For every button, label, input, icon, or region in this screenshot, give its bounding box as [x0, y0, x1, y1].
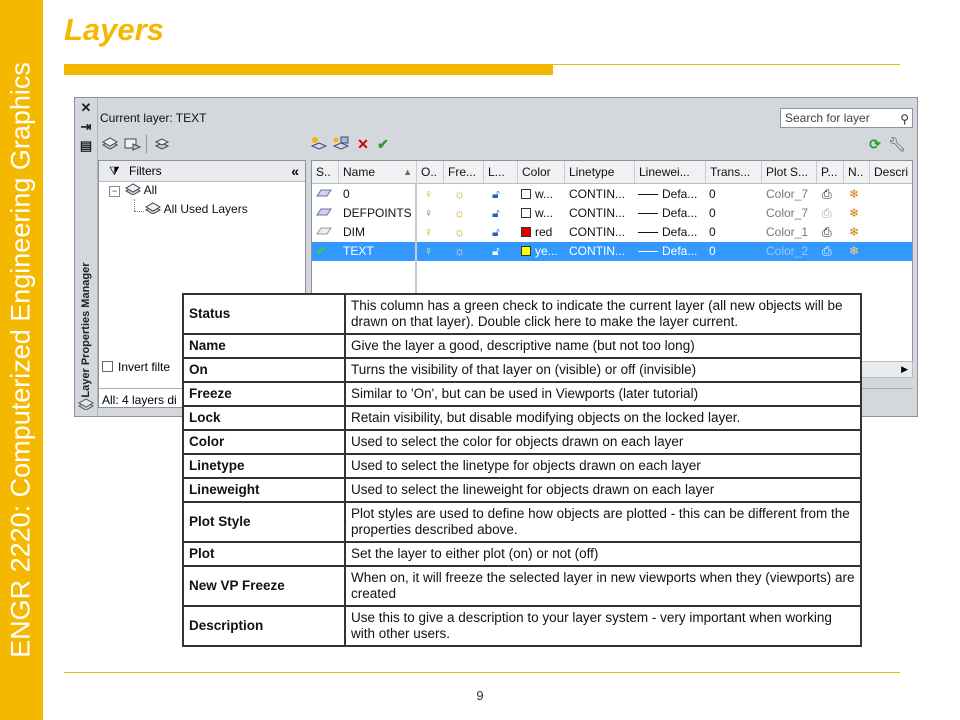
- col-lineweight[interactable]: Linewei...: [635, 161, 706, 183]
- scroll-right-icon[interactable]: ▶: [901, 364, 908, 374]
- tree-item-all[interactable]: [125, 183, 157, 197]
- description-text: Use this to give a description to your layer system - very important when working with other users.: [345, 606, 861, 646]
- lightbulb-on-icon[interactable]: ♀: [424, 244, 433, 258]
- description-term: Color: [183, 430, 345, 454]
- description-row: [183, 294, 861, 334]
- description-row: [183, 502, 861, 542]
- color-swatch: [521, 246, 531, 256]
- description-text: When on, it will freeze the selected layer in new viewports when they (viewports) are created: [345, 566, 861, 606]
- layer-lineweight[interactable]: Defa...: [638, 204, 706, 223]
- search-layer-input[interactable]: [780, 108, 913, 128]
- sun-thawed-icon[interactable]: ☼: [454, 225, 465, 239]
- col-new-vp-freeze[interactable]: N..: [844, 161, 870, 183]
- layer-linetype[interactable]: CONTIN...: [569, 187, 625, 201]
- description-row: [183, 566, 861, 606]
- col-freeze[interactable]: Fre...: [444, 161, 484, 183]
- col-color[interactable]: Color: [518, 161, 565, 183]
- tree-connector: [134, 211, 144, 213]
- tree-collapse-icon[interactable]: −: [109, 186, 120, 197]
- unlocked-icon[interactable]: 🔓︎: [492, 206, 500, 220]
- status-text: All: 4 layers di: [102, 393, 177, 407]
- description-text: Used to select the linetype for objects drawn on each layer: [345, 454, 861, 478]
- description-term: On: [183, 358, 345, 382]
- tree-connector: [134, 199, 136, 211]
- description-term: Plot: [183, 542, 345, 566]
- current-layer-label: Current layer: TEXT: [100, 111, 207, 125]
- new-layer-vp-frozen-icon[interactable]: [332, 135, 350, 153]
- description-term: Freeze: [183, 382, 345, 406]
- layer-name[interactable]: TEXT: [343, 244, 374, 258]
- description-term: Lock: [183, 406, 345, 430]
- layer-color[interactable]: w...: [521, 185, 565, 204]
- description-text: Set the layer to either plot (on) or not (off): [345, 542, 861, 566]
- lineweight-sample: [638, 251, 658, 252]
- layer-plot-style: Color_7: [766, 206, 809, 220]
- description-text: Similar to 'On', but can be used in Viewports (later tutorial): [345, 382, 861, 406]
- printer-icon[interactable]: ⎙: [822, 187, 832, 201]
- col-linetype[interactable]: Linetype: [565, 161, 635, 183]
- lightbulb-on-icon[interactable]: ♀: [424, 187, 433, 201]
- filter-funnel-icon: ⧩: [109, 164, 120, 178]
- unlocked-icon[interactable]: 🔓︎: [492, 225, 500, 239]
- layer-lineweight[interactable]: Defa...: [638, 242, 706, 261]
- col-status[interactable]: S..: [312, 161, 339, 183]
- footer-rule: [64, 672, 900, 673]
- checkbox-box[interactable]: [102, 361, 113, 372]
- tree-item-all-used-layers[interactable]: [145, 202, 248, 216]
- description-row: [183, 334, 861, 358]
- vp-freeze-icon[interactable]: ❄︎: [849, 206, 860, 220]
- description-row: [183, 358, 861, 382]
- layer-color[interactable]: ye...: [521, 242, 565, 261]
- description-row: [183, 478, 861, 502]
- description-text: Turns the visibility of that layer on (visible) or off (invisible): [345, 358, 861, 382]
- printer-disabled-icon[interactable]: ⎙: [822, 206, 832, 220]
- sun-thawed-icon[interactable]: ☼: [454, 244, 465, 258]
- search-icon: ⚲: [900, 112, 909, 126]
- layers-icon: [125, 183, 141, 195]
- lightbulb-on-icon[interactable]: ♀: [424, 206, 433, 220]
- layer-plot-style: Color_1: [766, 225, 809, 239]
- layer-toolbar: [98, 133, 913, 155]
- description-term: Lineweight: [183, 478, 345, 502]
- col-transparency[interactable]: Trans...: [706, 161, 762, 183]
- vp-freeze-icon[interactable]: ❄︎: [849, 244, 860, 258]
- settings-wrench-icon[interactable]: 🔧︎: [888, 136, 906, 152]
- new-property-filter-icon[interactable]: [101, 135, 119, 153]
- layer-row[interactable]: [312, 223, 912, 242]
- tree-item-label: All: [143, 183, 158, 197]
- lineweight-sample: [638, 232, 658, 233]
- tree-item-label: All Used Layers: [163, 202, 248, 216]
- description-text: Used to select the color for objects drawn on each layer: [345, 430, 861, 454]
- layer-states-manager-icon[interactable]: [153, 135, 171, 153]
- layer-status-icon[interactable]: [316, 204, 336, 223]
- description-row: [183, 606, 861, 646]
- layer-transparency[interactable]: 0: [709, 244, 716, 258]
- slide-title: Layers: [64, 12, 164, 47]
- layer-row-selected[interactable]: [312, 242, 912, 261]
- lineweight-sample: [638, 213, 658, 214]
- layer-stack-icon: [78, 398, 94, 410]
- grid-header: [312, 161, 912, 184]
- delete-layer-icon[interactable]: ✕: [357, 136, 369, 152]
- layer-linetype[interactable]: CONTIN...: [569, 244, 625, 258]
- description-term: Name: [183, 334, 345, 358]
- new-layer-icon[interactable]: [310, 135, 328, 153]
- description-row: [183, 430, 861, 454]
- description-row: [183, 542, 861, 566]
- refresh-icon[interactable]: ⟳: [869, 136, 881, 152]
- layer-color[interactable]: red: [521, 223, 565, 242]
- layer-name[interactable]: DIM: [343, 225, 365, 239]
- close-icon[interactable]: ✕: [80, 100, 92, 115]
- current-layer-check-icon[interactable]: ✔: [316, 244, 327, 258]
- unlocked-icon[interactable]: 🔓︎: [492, 244, 500, 258]
- course-title: ENGR 2220: Computerized Engineering Graphics: [5, 62, 36, 658]
- layer-status-icon[interactable]: [316, 185, 336, 204]
- layer-transparency[interactable]: 0: [709, 225, 716, 239]
- layer-status-icon[interactable]: [316, 223, 336, 242]
- layer-linetype[interactable]: CONTIN...: [569, 225, 625, 239]
- layer-transparency[interactable]: 0: [709, 206, 716, 220]
- col-plot-style[interactable]: Plot S...: [762, 161, 817, 183]
- description-row: [183, 406, 861, 430]
- page-number: 9: [476, 688, 484, 703]
- description-term: New VP Freeze: [183, 566, 345, 606]
- layer-linetype[interactable]: CONTIN...: [569, 206, 625, 220]
- lineweight-sample: [638, 194, 658, 195]
- palette-titlebar: [75, 98, 98, 416]
- title-underline-bar: [64, 64, 553, 75]
- invert-filter-label: Invert filte: [118, 360, 171, 374]
- color-swatch: [521, 227, 531, 237]
- col-name[interactable]: Name ▲: [339, 161, 417, 183]
- description-text: Retain visibility, but disable modifying objects on the locked layer.: [345, 406, 861, 430]
- layer-plot-style: Color_2: [766, 244, 809, 258]
- printer-icon[interactable]: ⎙: [822, 244, 832, 258]
- description-text: Give the layer a good, descriptive name (but not too long): [345, 334, 861, 358]
- description-term: Status: [183, 294, 345, 334]
- collapse-pane-icon[interactable]: «: [291, 163, 299, 179]
- printer-icon[interactable]: ⎙: [822, 225, 832, 239]
- search-placeholder: Search for layer: [785, 111, 870, 125]
- slide-sidebar: [0, 0, 43, 720]
- lightbulb-on-icon[interactable]: ♀: [424, 225, 433, 239]
- description-term: Description: [183, 606, 345, 646]
- col-lock[interactable]: L...: [484, 161, 518, 183]
- description-row: [183, 454, 861, 478]
- layer-lineweight[interactable]: Defa...: [638, 223, 706, 242]
- layer-color[interactable]: w...: [521, 204, 565, 223]
- color-swatch: [521, 208, 531, 218]
- new-group-filter-icon[interactable]: [123, 135, 141, 153]
- col-on[interactable]: O..: [417, 161, 444, 183]
- color-swatch: [521, 189, 531, 199]
- vp-freeze-icon[interactable]: ❄︎: [849, 225, 860, 239]
- autohide-icon[interactable]: ⇥: [80, 119, 92, 134]
- sun-thawed-icon[interactable]: ☼: [454, 187, 465, 201]
- description-text: Used to select the lineweight for objects drawn on each layer: [345, 478, 861, 502]
- layer-row[interactable]: [312, 204, 912, 223]
- sun-thawed-icon[interactable]: ☼: [454, 206, 465, 220]
- filters-label: Filters: [129, 164, 162, 178]
- description-term: Plot Style: [183, 502, 345, 542]
- description-row: [183, 382, 861, 406]
- description-text: Plot styles are used to define how objects are plotted - this can be different from the properties described above.: [345, 502, 861, 542]
- title-underline-rule: [553, 64, 900, 65]
- description-text: This column has a green check to indicate the current layer (all new objects will be drawn on that layer). Double click here to make the layer current.: [345, 294, 861, 334]
- column-description-table: [182, 293, 862, 647]
- layers-icon: [145, 202, 161, 214]
- layer-transparency[interactable]: 0: [709, 187, 716, 201]
- unlocked-icon[interactable]: 🔓︎: [492, 187, 500, 201]
- vp-freeze-icon[interactable]: ❄︎: [849, 187, 860, 201]
- description-term: Linetype: [183, 454, 345, 478]
- properties-menu-icon[interactable]: ▤: [79, 138, 93, 153]
- layer-name[interactable]: DEFPOINTS: [343, 206, 412, 220]
- col-plot[interactable]: P...: [817, 161, 844, 183]
- toolbar-separator: [146, 135, 147, 153]
- palette-title: Layer Properties Manager: [80, 262, 92, 398]
- sort-arrow-icon: ▲: [403, 167, 412, 177]
- invert-filter-checkbox[interactable]: [98, 358, 182, 376]
- set-current-icon[interactable]: ✔: [377, 136, 389, 152]
- layer-lineweight[interactable]: Defa...: [638, 185, 706, 204]
- layer-name[interactable]: 0: [343, 187, 350, 201]
- description-table-body: [183, 294, 861, 646]
- filters-header: [99, 161, 305, 182]
- layer-row[interactable]: [312, 185, 912, 204]
- layer-plot-style: Color_7: [766, 187, 809, 201]
- col-description[interactable]: Descri: [870, 161, 913, 183]
